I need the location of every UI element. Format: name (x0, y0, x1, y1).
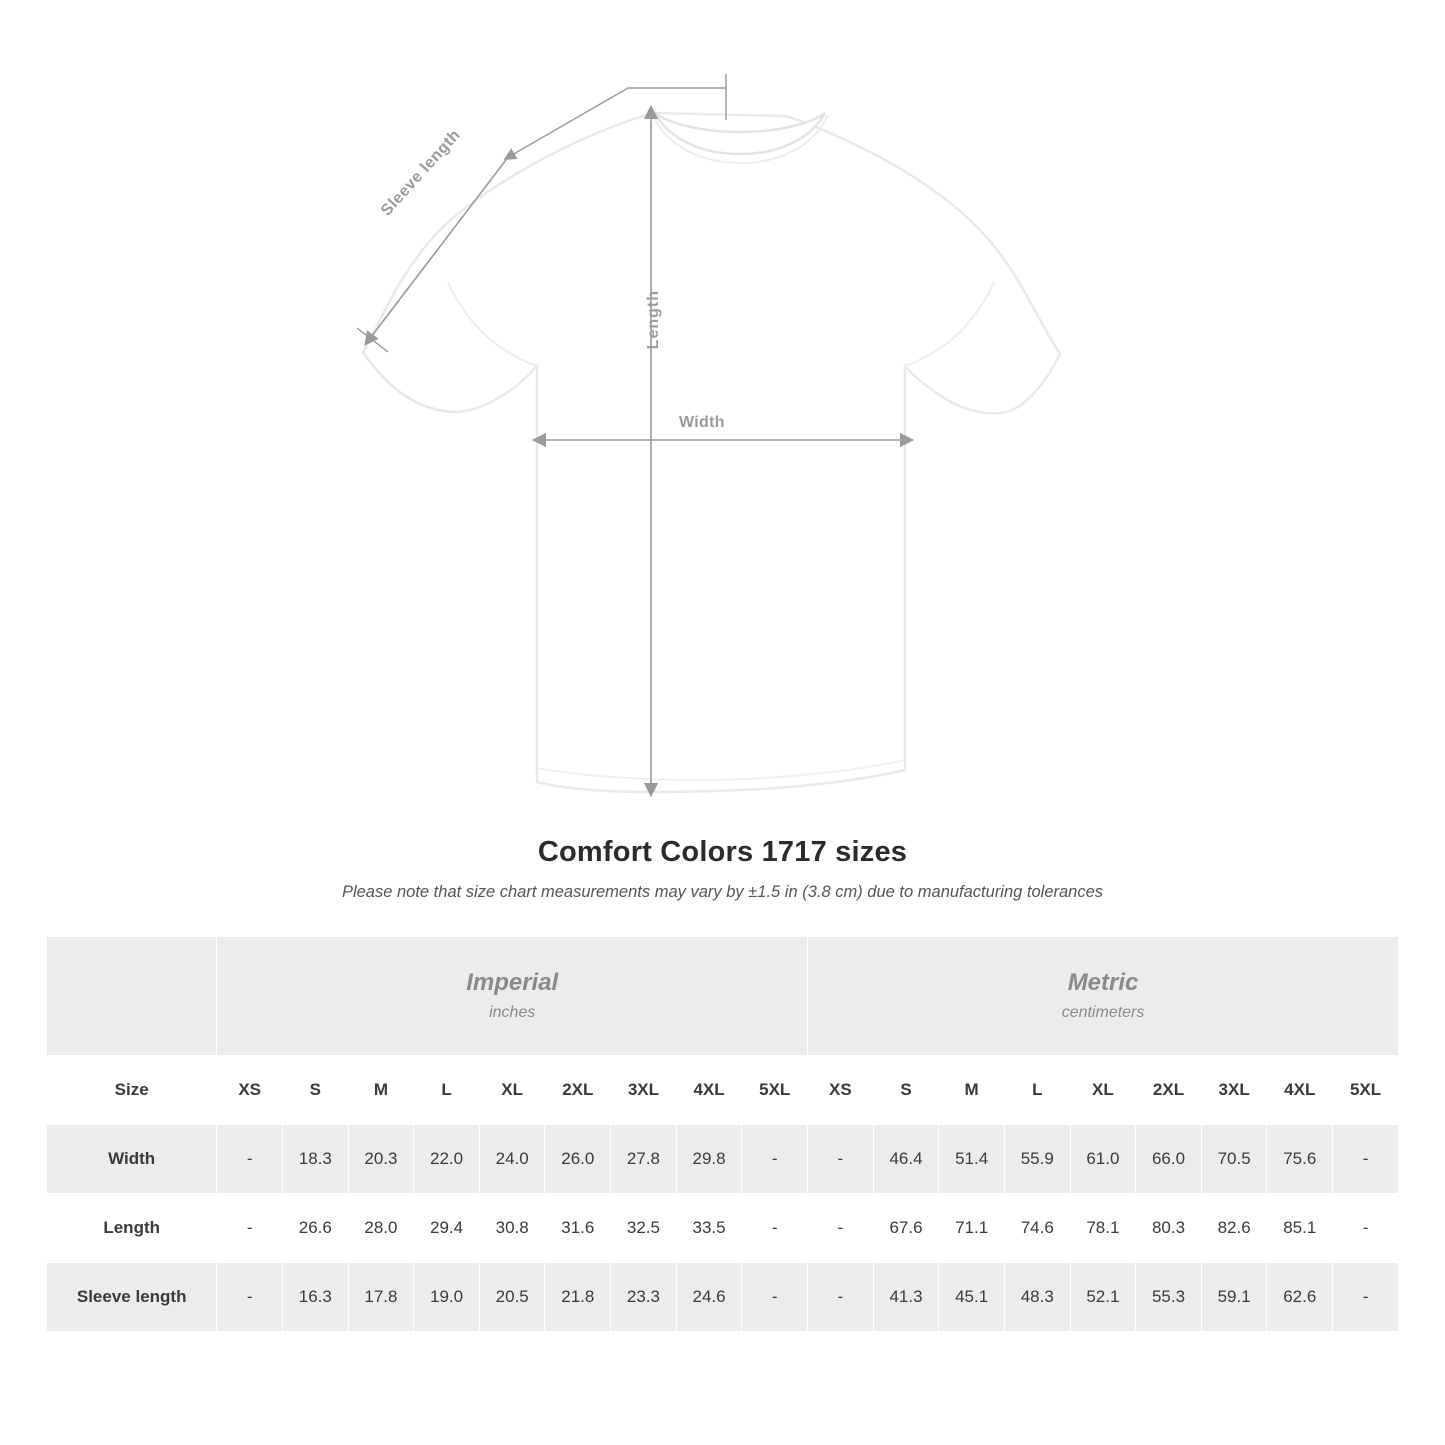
size-header-cell: L (414, 1056, 480, 1125)
unit-header-row (47, 937, 1399, 1056)
measurement-cell: 23.3 (611, 1263, 677, 1332)
measurement-cell: 74.6 (1004, 1194, 1070, 1263)
measurement-cell: 52.1 (1070, 1263, 1136, 1332)
size-header-cell: 4XL (1267, 1056, 1333, 1125)
measurement-cell: 27.8 (611, 1125, 677, 1194)
size-header-cell: XS (217, 1056, 283, 1125)
measurement-cell: 71.1 (939, 1194, 1005, 1263)
size-header-cell: 3XL (611, 1056, 677, 1125)
measurement-cell: - (742, 1194, 808, 1263)
measurement-cell: 82.6 (1201, 1194, 1267, 1263)
measurement-cell: 70.5 (1201, 1125, 1267, 1194)
measurement-cell: 55.3 (1136, 1263, 1202, 1332)
measurement-cell: 75.6 (1267, 1125, 1333, 1194)
measurement-cell: 24.6 (676, 1263, 742, 1332)
unit-name-label: inches (489, 1004, 536, 1022)
measurement-cell: 29.8 (676, 1125, 742, 1194)
measurement-cell: 55.9 (1004, 1125, 1070, 1194)
size-header-cell: L (1004, 1056, 1070, 1125)
measurement-cell: 16.3 (282, 1263, 348, 1332)
size-table-wrap (46, 936, 1399, 1332)
measurement-cell: - (217, 1125, 283, 1194)
size-header-cell: 5XL (1333, 1056, 1399, 1125)
size-header-cell: XL (479, 1056, 545, 1125)
measurement-cell: - (1333, 1125, 1399, 1194)
measurement-cell: - (1333, 1194, 1399, 1263)
measurement-cell: 21.8 (545, 1263, 611, 1332)
length-label: Length (645, 290, 662, 350)
measurement-cell: 22.0 (414, 1125, 480, 1194)
sleeve-length-label: Sleeve length (378, 126, 465, 220)
measurement-cell: 61.0 (1070, 1125, 1136, 1194)
tshirt-shape (363, 113, 1060, 792)
measurement-cell: 48.3 (1004, 1263, 1070, 1332)
table-row (47, 1194, 1399, 1263)
size-header-cell: 4XL (676, 1056, 742, 1125)
measurement-cell: - (217, 1263, 283, 1332)
measurement-cell: 85.1 (1267, 1194, 1333, 1263)
unit-name-label: centimeters (1061, 1004, 1145, 1022)
title-block (0, 836, 1445, 902)
size-header-cell: 2XL (1136, 1056, 1202, 1125)
measurement-cell: 20.3 (348, 1125, 414, 1194)
measurement-cell: 32.5 (611, 1194, 677, 1263)
measurement-cell: 45.1 (939, 1263, 1005, 1332)
measurement-cell: 30.8 (479, 1194, 545, 1263)
measurement-cell: 46.4 (873, 1125, 939, 1194)
measurement-cell: 26.0 (545, 1125, 611, 1194)
size-header-cell: S (873, 1056, 939, 1125)
unit-header-spacer (47, 937, 217, 1056)
measurement-label: Length (47, 1194, 217, 1263)
table-row (47, 1125, 1399, 1194)
measurement-cell: 59.1 (1201, 1263, 1267, 1332)
measurement-cell: 66.0 (1136, 1125, 1202, 1194)
size-header-cell: 5XL (742, 1056, 808, 1125)
measurement-cell: 19.0 (414, 1263, 480, 1332)
size-table (46, 936, 1399, 1332)
measurement-cell: - (808, 1125, 874, 1194)
measurement-cell: 62.6 (1267, 1263, 1333, 1332)
unit-system-label: Metric (1067, 968, 1139, 996)
size-header-cell: S (282, 1056, 348, 1125)
size-header-row (47, 1056, 1399, 1125)
measurement-cell: 28.0 (348, 1194, 414, 1263)
measurement-cell: 41.3 (873, 1263, 939, 1332)
measurement-cell: - (742, 1263, 808, 1332)
tolerance-note: Please note that size chart measurements may vary by ±1.5 in (3.8 cm) due to manufacturing tolerances (341, 883, 1104, 901)
measurement-cell: - (808, 1194, 874, 1263)
size-header-cell: 2XL (545, 1056, 611, 1125)
size-header-cell: 3XL (1201, 1056, 1267, 1125)
size-header-cell: M (348, 1056, 414, 1125)
size-header-cell: M (939, 1056, 1005, 1125)
measurement-cell: 78.1 (1070, 1194, 1136, 1263)
measurement-cell: - (217, 1194, 283, 1263)
measurement-cell: - (742, 1125, 808, 1194)
table-row (47, 1263, 1399, 1332)
measurement-cell: 51.4 (939, 1125, 1005, 1194)
measurement-cell: 80.3 (1136, 1194, 1202, 1263)
measurement-cell: 67.6 (873, 1194, 939, 1263)
unit-system-label: Imperial (466, 968, 559, 996)
size-header-cell: XS (808, 1056, 874, 1125)
width-label: Width (679, 414, 725, 431)
measurement-cell: 18.3 (282, 1125, 348, 1194)
measurement-cell: 17.8 (348, 1263, 414, 1332)
measurement-cell: 20.5 (479, 1263, 545, 1332)
unit-header-metric (808, 937, 1399, 1056)
measurement-cell: 26.6 (282, 1194, 348, 1263)
measurement-label: Sleeve length (47, 1263, 217, 1332)
measurement-cell: 31.6 (545, 1194, 611, 1263)
measurement-cell: 24.0 (479, 1125, 545, 1194)
measurement-cell: 29.4 (414, 1194, 480, 1263)
measurement-cell: - (808, 1263, 874, 1332)
page-title: Comfort Colors 1717 sizes (537, 836, 908, 868)
size-header-cell: XL (1070, 1056, 1136, 1125)
unit-header-imperial (217, 937, 808, 1056)
measurement-cell: - (1333, 1263, 1399, 1332)
measurement-cell: 33.5 (676, 1194, 742, 1263)
size-header-label: Size (47, 1056, 217, 1125)
measurement-label: Width (47, 1125, 217, 1194)
